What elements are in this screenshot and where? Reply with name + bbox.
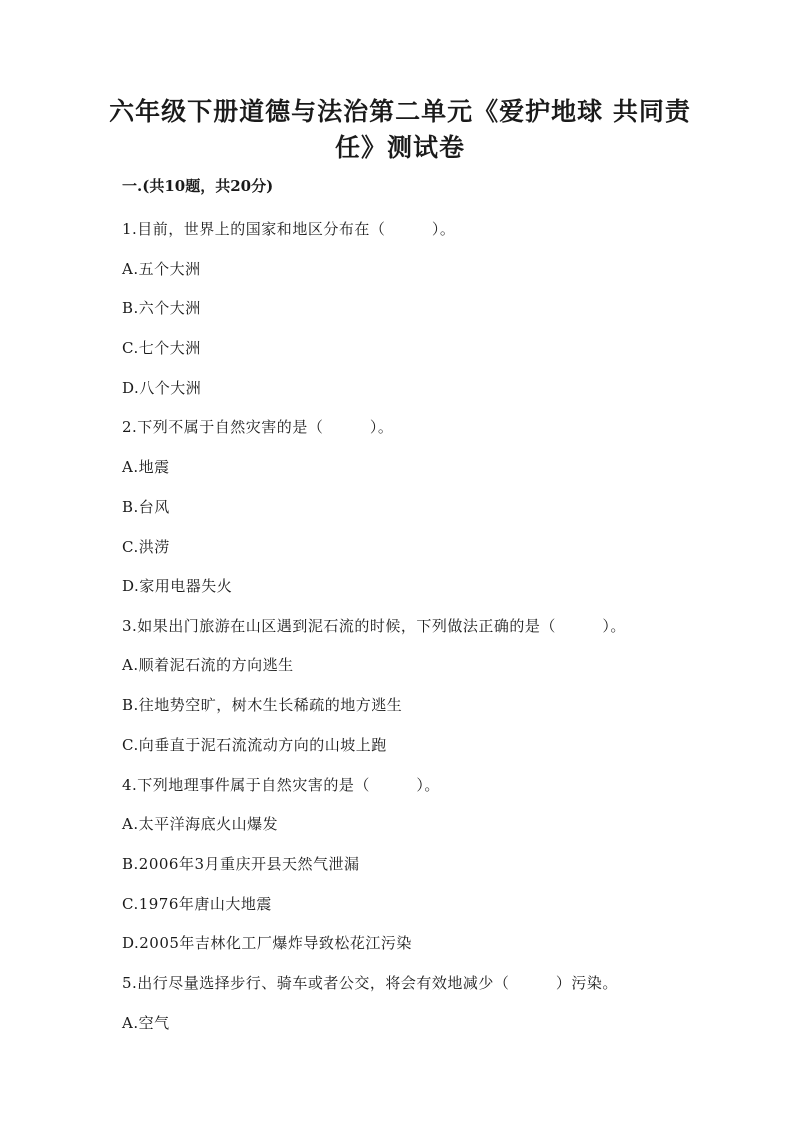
question-stem: 2.下列不属于自然灾害的是（ ）。 (122, 418, 394, 436)
answer-option: C.1976年唐山大地震 (122, 895, 272, 913)
answer-option: A.空气 (122, 1014, 170, 1032)
answer-option: B.2006年3月重庆开县天然气泄漏 (122, 855, 360, 873)
answer-option: C.向垂直于泥石流流动方向的山坡上跑 (122, 736, 387, 754)
title-line-1: 六年级下册道德与法治第二单元《爱护地球 共同责 (109, 97, 691, 126)
answer-option: B.往地势空旷，树木生长稀疏的地方逃生 (122, 696, 403, 714)
title-line-2: 任》测试卷 (334, 133, 465, 162)
answer-option: D.2005年吉林化工厂爆炸导致松花江污染 (122, 934, 412, 952)
question-stem: 1.目前，世界上的国家和地区分布在（ ）。 (122, 220, 456, 238)
page-title (100, 94, 700, 166)
answer-option: B.台风 (122, 498, 170, 516)
answer-option: A.顺着泥石流的方向逃生 (122, 656, 294, 674)
question-stem: 4.下列地理事件属于自然灾害的是（ ）。 (122, 776, 440, 794)
section-heading: 一.(共10题，共20分) (122, 177, 274, 195)
answer-option: A.太平洋海底火山爆发 (122, 815, 279, 833)
question-stem: 3.如果出门旅游在山区遇到泥石流的时候，下列做法正确的是（ ）。 (122, 617, 626, 635)
answer-option: D.八个大洲 (122, 379, 202, 397)
answer-option: C.七个大洲 (122, 339, 201, 357)
answer-option: B.六个大洲 (122, 299, 201, 317)
answer-option: C.洪涝 (122, 538, 170, 556)
answer-option: A.地震 (122, 458, 170, 476)
answer-option: A.五个大洲 (122, 260, 201, 278)
question-stem: 5.出行尽量选择步行、骑车或者公交，将会有效地减少（ ）污染。 (122, 974, 618, 992)
answer-option: D.家用电器失火 (122, 577, 233, 595)
